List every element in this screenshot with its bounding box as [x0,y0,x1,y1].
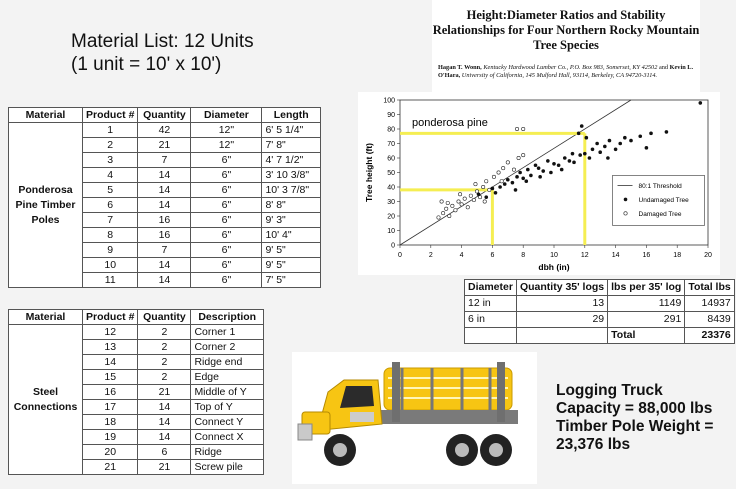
cell: 42 [138,123,191,138]
cell: 2 [83,138,138,153]
undamaged-point [572,161,576,165]
x-tick-label: 14 [611,252,620,259]
y-tick-label: 90 [387,112,395,119]
cell: 14 [138,258,191,273]
x-tick-label: 18 [673,252,682,259]
cell: 9 [83,243,138,258]
cell: 12 in [465,296,517,312]
undamaged-point [603,145,607,149]
y-tick-label: 80 [387,126,395,134]
cell: 14 [138,400,191,415]
col-total-lbs: Total lbs [685,280,734,296]
damaged-point [488,188,491,191]
col-diameter: Diameter [465,280,517,296]
cell [516,328,607,344]
damaged-point [522,127,525,130]
cell: 5 [83,183,138,198]
cell: 8 [83,228,138,243]
paper-title: Height:Diameter Ratios and Stability Relationships for Four Northern Rocky Mountain Tree Species [432,8,700,52]
cell: 10' 3 7/8" [262,183,321,198]
cell: 2 [138,370,191,385]
cell: 10 [83,258,138,273]
affiliation-1: Kentucky Hardwood Lumber Co., P.O. Box 983, Somerset, KY 42502 [483,64,658,71]
cell: 8439 [685,312,734,328]
cell: Connect X [191,430,264,445]
cell: Middle of Y [191,385,264,400]
cell: 16 [83,385,138,400]
damaged-point [492,175,495,178]
undamaged-point [546,159,550,163]
cell: Corner 2 [191,340,264,355]
cell [465,328,517,344]
col-length: Length [262,108,321,123]
undamaged-point [503,182,507,186]
damaged-point [469,194,472,197]
total-row [465,328,735,344]
damaged-point [501,166,504,169]
truck-line-3: Timber Pole Weight = [556,418,714,435]
damaged-point [515,127,518,130]
cell: 21 [83,460,138,475]
cell: 8' 8" [262,198,321,213]
truck-line-4: 23,376 lbs [556,436,631,453]
damaged-point [517,156,520,159]
cell: 6" [191,183,262,198]
cell: 6" [191,273,262,288]
cell: 12" [191,138,262,153]
undamaged-point [484,195,488,199]
y-tick-label: 30 [387,199,395,206]
cell: 7' 5" [262,273,321,288]
poles-table [8,107,321,288]
cell: 11 [83,273,138,288]
table-row [465,296,735,312]
cell: 7 [83,213,138,228]
damaged-point [446,201,449,204]
undamaged-point [580,124,584,128]
cell: 10' 4" [262,228,321,243]
col-material: Material [9,108,83,123]
undamaged-point [571,152,575,156]
damaged-point [483,200,486,203]
log-bundle [384,368,512,410]
cell: 14 [138,430,191,445]
undamaged-point [618,142,622,146]
y-tick-label: 20 [387,213,395,221]
undamaged-point [552,162,556,166]
undamaged-point [518,171,522,175]
undamaged-point [577,132,581,136]
col-product: Product # [83,108,138,123]
cell: 14 [83,355,138,370]
legend-undamaged-label: Undamaged Tree [638,196,689,204]
author-2: Kevin L. O'Hara, [438,64,694,79]
table-row [9,123,321,138]
x-tick-label: 10 [550,252,558,259]
damaged-point [481,185,484,188]
col-lbs-per-log: lbs per 35' log [608,280,685,296]
undamaged-point [588,156,592,160]
damaged-point [522,153,525,156]
undamaged-point [560,168,564,172]
undamaged-point [598,150,602,154]
undamaged-point [699,101,703,105]
cell: 12 [83,325,138,340]
damaged-point [506,161,509,164]
table-row [9,325,264,340]
summary-table [464,279,735,344]
y-tick-label: 0 [391,242,395,250]
cell: 2 [138,325,191,340]
undamaged-point [491,187,495,191]
damaged-point [437,216,440,219]
y-tick-label: 100 [383,97,395,105]
damaged-point [472,198,475,201]
material-list-title [71,30,254,76]
undamaged-point [549,171,553,175]
cell: 29 [516,312,607,328]
cell: 9' 5" [262,243,321,258]
x-tick-label: 20 [704,252,712,259]
x-tick-label: 6 [490,252,495,259]
affiliation-2: University of California, 145 Mulford Hall, 93114, Berkeley, CA 94720-3114. [461,72,658,79]
legend-threshold-label: 80:1 Threshold [638,182,682,190]
col-quantity: Quantity [138,310,191,325]
cell: 20 [83,445,138,460]
cell: 21 [138,385,191,400]
cell: 15 [83,370,138,385]
paper-header [432,0,700,92]
undamaged-point [583,152,587,156]
undamaged-point [614,148,618,152]
undamaged-point [638,134,642,138]
undamaged-point [623,136,627,140]
cell: 9' 5" [262,258,321,273]
y-tick-label: 50 [387,170,395,177]
cell: Ridge end [191,355,264,370]
legend-damaged-label: Damaged Tree [638,210,682,218]
cell: 14 [138,198,191,213]
damaged-point [512,168,515,171]
damaged-point [451,204,454,207]
undamaged-point [608,139,612,143]
cell: 6 [138,445,191,460]
cell: 19 [83,430,138,445]
cell: 16 [138,213,191,228]
cell: 16 [138,228,191,243]
undamaged-point [606,156,610,160]
table-header-row [9,310,264,325]
undamaged-point [537,166,541,170]
cell: 6" [191,168,262,183]
table-header-row [465,280,735,296]
col-material: Material [9,310,83,325]
cell: Edge [191,370,264,385]
cell: 6" [191,213,262,228]
table-header-row [9,108,321,123]
x-tick-label: 16 [642,252,651,259]
damaged-point [441,211,444,214]
col-quantity-logs: Quantity 35' logs [516,280,607,296]
undamaged-point [515,175,519,179]
undamaged-point [595,142,599,146]
cell: 3' 10 3/8" [262,168,321,183]
legend-undamaged-swatch [624,198,628,202]
table-row [465,312,735,328]
title-line-1: Material List: 12 Units [71,31,254,52]
undamaged-point [629,139,633,143]
cell: 14 [138,168,191,183]
cell: Top of Y [191,400,264,415]
damaged-point [460,203,463,206]
cell: 6" [191,228,262,243]
cell: 4' 7 1/2" [262,153,321,168]
cell: Connect Y [191,415,264,430]
cell: 7 [138,153,191,168]
undamaged-point [526,168,530,172]
cell: 17 [83,400,138,415]
total-label: Total [608,328,685,344]
damaged-point [497,171,500,174]
scatter-chart-svg [358,92,720,275]
undamaged-point [563,156,567,160]
damaged-point [457,200,460,203]
cell: Screw pile [191,460,264,475]
cell: 6' 5 1/4" [262,123,321,138]
x-tick-label: 8 [521,252,526,259]
cell: 14 [138,415,191,430]
paper-authors [438,64,696,80]
undamaged-point [568,159,572,163]
cell: 1 [83,123,138,138]
y-tick-label: 60 [387,155,395,163]
cell: 6 in [465,312,517,328]
col-quantity: Quantity [138,108,191,123]
damaged-point [445,207,448,210]
undamaged-point [511,181,515,185]
material-cell: Ponderosa Pine Timber Poles [9,123,83,288]
cell: 12" [191,123,262,138]
undamaged-point [477,192,481,196]
cell: 9' 3" [262,213,321,228]
x-axis-label: dbh (in) [538,262,570,272]
cell: 291 [608,312,685,328]
cell: 14 [138,273,191,288]
legend-damaged-swatch [624,212,627,215]
undamaged-point [538,175,542,179]
damaged-point [458,193,461,196]
cell: 6 [83,198,138,213]
cell: 6" [191,243,262,258]
y-tick-label: 10 [387,228,395,235]
title-line-2: (1 unit = 10' x 10') [71,54,222,75]
undamaged-point [541,169,545,173]
truck-line-1: Logging Truck [556,382,663,399]
and-word: and [658,64,669,71]
cell: 7' 8" [262,138,321,153]
cell: Corner 1 [191,325,264,340]
damaged-point [463,197,466,200]
cell: 2 [138,355,191,370]
cell: 13 [83,340,138,355]
damaged-point [454,209,457,212]
y-tick-label: 70 [387,141,395,148]
undamaged-point [506,178,510,182]
material-cell: Steel Connections [9,325,83,475]
cell: 21 [138,460,191,475]
cell: 14 [138,183,191,198]
damaged-point [448,214,451,217]
author-1: Hagan T. Wonn, [438,64,482,71]
undamaged-point [645,146,649,150]
cell: 6" [191,198,262,213]
undamaged-point [578,153,582,157]
cell: 4 [83,168,138,183]
scatter-chart [358,92,720,275]
cell: 13 [516,296,607,312]
damaged-point [440,200,443,203]
undamaged-point [557,163,561,167]
undamaged-point [529,174,533,178]
cell: 7 [138,243,191,258]
undamaged-point [514,188,518,192]
chart-title: ponderosa pine [412,117,488,130]
col-diameter: Diameter [191,108,262,123]
cell: Ridge [191,445,264,460]
steel-table [8,309,264,475]
undamaged-point [498,185,502,189]
x-tick-label: 4 [459,252,464,259]
undamaged-point [494,191,498,195]
damaged-point [500,180,503,183]
damaged-point [485,180,488,183]
col-product: Product # [83,310,138,325]
undamaged-point [521,177,525,181]
truck-capacity-text [556,382,713,454]
damaged-point [466,206,469,209]
undamaged-point [585,136,589,140]
cell: 6" [191,153,262,168]
undamaged-point [524,179,528,183]
col-description: Description [191,310,264,325]
x-tick-label: 2 [428,252,433,259]
cell: 14937 [685,296,734,312]
cell: 1149 [608,296,685,312]
y-tick-label: 40 [387,184,395,192]
undamaged-point [534,163,538,167]
truck-line-2: Capacity = 88,000 lbs [556,400,713,417]
x-tick-label: 0 [398,252,402,259]
cell: 3 [83,153,138,168]
undamaged-point [591,148,595,152]
undamaged-point [665,130,669,134]
undamaged-point [649,132,653,136]
y-axis-label: Tree height (ft) [364,142,374,203]
cell: 2 [138,340,191,355]
cell: 6" [191,258,262,273]
damaged-point [474,182,477,185]
x-tick-label: 12 [580,252,589,259]
cell: 18 [83,415,138,430]
logging-truck-image [292,352,537,484]
cell: 21 [138,138,191,153]
total-value: 23376 [685,328,734,344]
